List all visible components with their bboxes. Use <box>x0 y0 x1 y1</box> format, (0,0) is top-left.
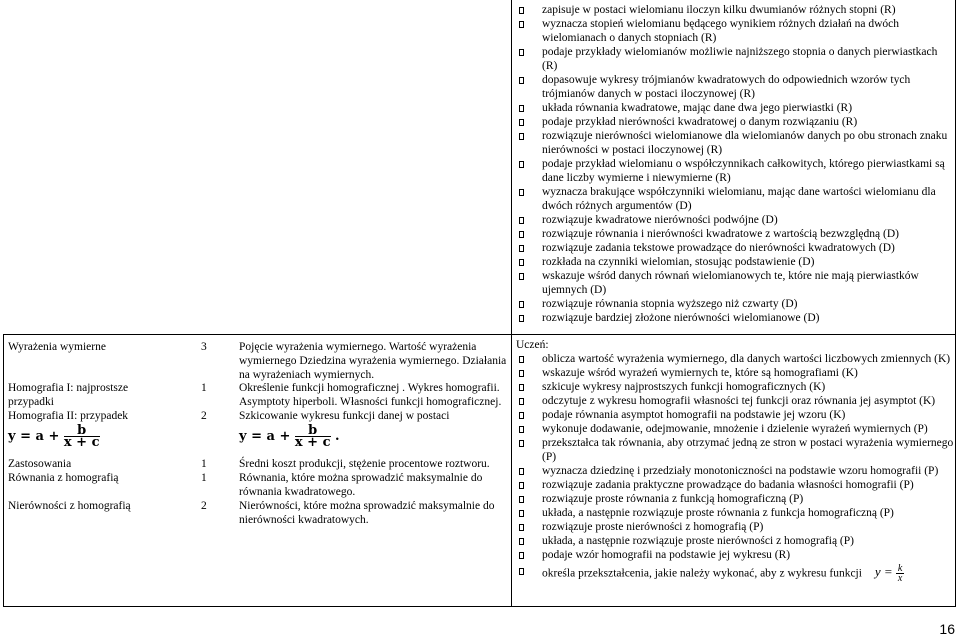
list-item: wskazuje wśród danych równań wielomianowych te, które nie mają pierwiastków ujemnych (D) <box>514 269 954 297</box>
list-item: rozwiązuje równania stopnia wyższego niż czwarty (D) <box>514 297 954 311</box>
list-item: rozwiązuje zadania tekstowe prowadzące do nierówności kwadratowych (D) <box>514 241 954 255</box>
topic-cell: Nierówności z homografią <box>8 500 131 512</box>
content-cell: Pojęcie wyrażenia wymiernego. Wartość wyrażenia wymiernego Dziedzina wyrażenia wymiernego. Działania na wyrażeniach wymiernych. <box>239 341 507 381</box>
list-item: dopasowuje wykresy trójmianów kwadratowych do odpowiednich wzorów tych trójmianów danych w postaci iloczynowej (R) <box>514 73 954 101</box>
list-item: rozwiązuje proste równania z funkcją homograficzną (P) <box>514 492 954 506</box>
list-item: podaje równania asymptot homografii na podstawie jej wzoru (K) <box>514 408 954 422</box>
homography-formula <box>8 425 100 448</box>
table-border-left <box>3 334 4 606</box>
list-item: układa równania kwadratowe, mając dane dwa jego pierwiastki (R) <box>514 101 954 115</box>
list-item: podaje przykład wielomianu o współczynnikach całkowitych, którego pierwiastkami są dane liczby wymierne i niewymierne (R) <box>514 157 954 185</box>
table-border-bottom <box>3 606 956 607</box>
list-item: zapisuje w postaci wielomianu iloczyn kilku dwumianów różnych stopni (R) <box>514 3 954 17</box>
topic-cell: Równania z homografią <box>8 472 119 484</box>
list-item: rozwiązuje kwadratowe nierówności podwójne (D) <box>514 213 954 227</box>
list-item: rozwiązuje bardziej złożone nierówności wielomianowe (D) <box>514 311 954 325</box>
list-item: wyznacza dziedzinę i przedziały monotoniczności na podstawie wzoru homografii (P) <box>514 464 954 478</box>
uczen-label: Uczeń: <box>516 339 549 351</box>
content-cell: Średni koszt produkcji, stężenie procentowe roztworu. <box>239 458 490 470</box>
formula-lhs: y = a + <box>239 429 291 444</box>
hours-cell: 1 <box>201 472 207 484</box>
list-item: podaje wzór homografii na podstawie jej wykresu (R) <box>514 548 954 562</box>
list-item: rozwiązuje zadania praktyczne prowadzące do badania własności homografii (P) <box>514 478 954 492</box>
page-number: 16 <box>939 621 955 637</box>
hours-cell: 3 <box>201 341 207 353</box>
list-item: rozkłada na czynniki wielomian, stosując podstawienie (D) <box>514 255 954 269</box>
last-item-formula <box>874 563 905 584</box>
hours-cell: 1 <box>201 458 207 470</box>
list-item: wykonuje dodawanie, odejmowanie, mnożenie i dzielenie wyrażeń wymiernych (P) <box>514 422 954 436</box>
topic-cell: Homografia II: przypadek <box>8 410 129 422</box>
last-item-text: określa przekształcenia, jakie należy wykonać, aby z wykresu funkcji <box>542 567 862 580</box>
list-item: przekształca tak równania, aby otrzymać jedną ze stron w postaci wyrażenia wymiernego (P) <box>514 436 954 464</box>
formula-numerator: b <box>295 425 331 437</box>
formula-fraction <box>64 425 100 448</box>
content-cell: Równania, które można sprowadzić maksymalnie do równania kwadratowego. <box>239 472 483 498</box>
formula-denominator: x <box>897 573 903 584</box>
list-item: odczytuje z wykresu homografii własności tej funkcji oraz równania jej asymptot (K) <box>514 394 954 408</box>
table-row-separator <box>3 334 956 335</box>
formula-numerator: b <box>64 425 100 437</box>
formula-fraction <box>896 564 904 583</box>
table-divider-main <box>511 0 512 606</box>
list-item: wyznacza brakujące współczynniki wielomianu, mając dane wartości wielomianu dla dwóch różnych argumentów (D) <box>514 185 954 213</box>
formula-fraction <box>295 425 331 448</box>
list-item: szkicuje wykresy najprostszych funkcji homograficznych (K) <box>514 380 954 394</box>
list-item: rozwiązuje proste nierówności z homografią (P) <box>514 520 954 534</box>
formula-lhs: y = a + <box>8 429 60 444</box>
list-item: wyznacza stopień wielomianu będącego wynikiem różnych działań na dwóch wielomianach o danych stopniach (R) <box>514 17 954 45</box>
homography-formula-content <box>239 425 340 448</box>
bottom-requirements-list <box>514 352 954 583</box>
list-item: rozwiązuje nierówności wielomianowe dla wielomianów danych po obu stronach znaku nierówności w postaci iloczynowej (R) <box>514 129 954 157</box>
list-item: rozwiązuje równania i nierówności kwadratowe z wartością bezwzględną (D) <box>514 227 954 241</box>
hours-cell: 1 <box>201 382 207 394</box>
list-item-last <box>514 564 954 583</box>
content-cell: Określenie funkcji homograficznej . Wykres homografii. Asymptoty hiperboli. Własności funkcji homograficznej. <box>239 382 502 408</box>
topic-cell: Homografia I: najprostsze przypadki <box>8 382 129 408</box>
hours-cell: 2 <box>201 500 207 512</box>
topic-cell: Wyrażenia wymierne <box>8 341 106 353</box>
formula-numerator: k <box>897 563 903 574</box>
topic-cell: Zastosowania <box>8 458 72 470</box>
content-cell: Nierówności, które można sprowadzić maksymalnie do nierówności kwadratowych. <box>239 500 495 526</box>
top-requirements-list <box>514 3 954 325</box>
list-item: układa, a następnie rozwiązuje proste równania z funkcja homograficzną (P) <box>514 506 954 520</box>
formula-denominator: x + c <box>63 435 100 450</box>
list-item: układa, a następnie rozwiązuje proste nierówności z homografią (P) <box>514 534 954 548</box>
content-cell: Szkicowanie wykresu funkcji danej w postaci <box>239 410 450 422</box>
table-border-right <box>955 0 956 606</box>
list-item: podaje przykłady wielomianów możliwie najniższego stopnia o danych pierwiastkach (R) <box>514 45 954 73</box>
list-item: wskazuje wśród wyrażeń wymiernych te, które są homografiami (K) <box>514 366 954 380</box>
hours-cell: 2 <box>201 410 207 422</box>
list-item: oblicza wartość wyrażenia wymiernego, dla danych wartości liczbowych zmiennych (K) <box>514 352 954 366</box>
list-item: podaje przykład nierówności kwadratowej o danym rozwiązaniu (R) <box>514 115 954 129</box>
formula-lhs: y = <box>874 564 893 580</box>
formula-denominator: x + c <box>294 435 331 450</box>
formula-trail: . <box>335 429 340 444</box>
